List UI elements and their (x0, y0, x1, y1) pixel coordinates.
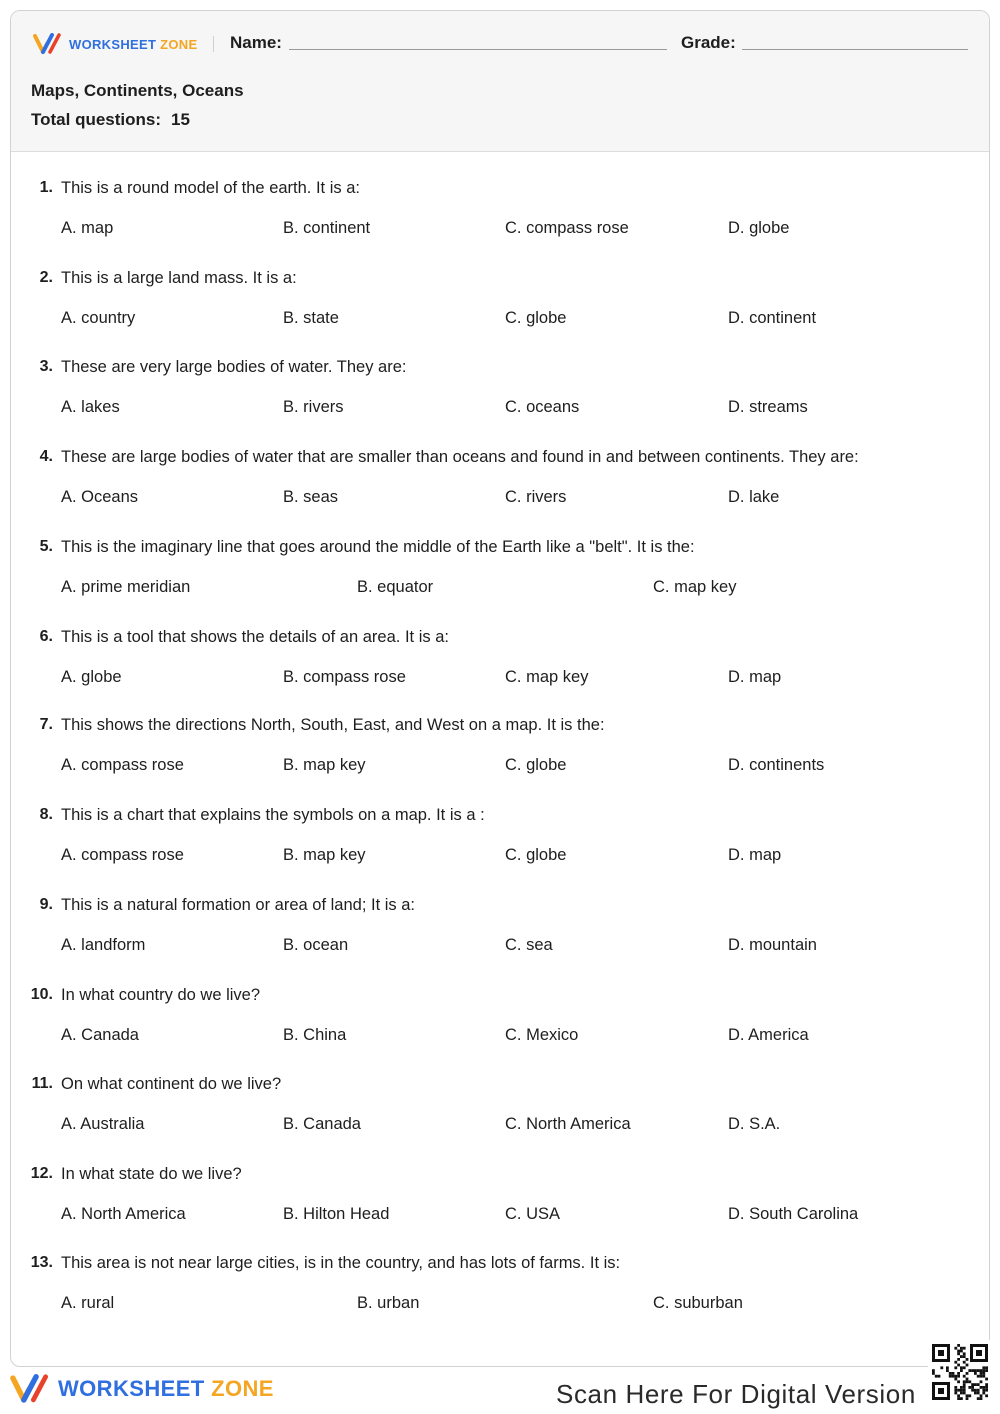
qr-module (968, 1380, 971, 1383)
question-text: On what continent do we live? (61, 1075, 282, 1093)
answer-option[interactable]: D. streams (728, 398, 808, 416)
qr-module (966, 1358, 969, 1361)
qr-module (946, 1366, 949, 1369)
answer-option[interactable]: B. state (283, 309, 339, 327)
answer-option[interactable]: A. compass rose (61, 756, 184, 774)
qr-module (963, 1386, 966, 1389)
qr-module (980, 1394, 983, 1397)
qr-module (952, 1375, 955, 1378)
qr-module (960, 1355, 963, 1358)
question-text: This is a tool that shows the details of an area. It is a: (61, 628, 449, 646)
header-divider (213, 36, 214, 52)
footer-brand-logo (10, 1374, 274, 1404)
qr-module (949, 1375, 952, 1378)
answer-option[interactable]: A. Australia (61, 1115, 145, 1133)
qr-module (960, 1389, 963, 1392)
answer-option[interactable]: B. Canada (283, 1115, 361, 1133)
name-field[interactable] (289, 49, 667, 50)
qr-module (960, 1366, 963, 1369)
question-text: This is a large land mass. It is a: (61, 269, 297, 287)
answer-option[interactable]: C. North America (505, 1115, 631, 1133)
qr-module (960, 1347, 963, 1350)
worksheet-page (10, 10, 990, 1367)
qr-module (963, 1375, 966, 1378)
question-number: 12. (30, 1165, 53, 1182)
qr-module (957, 1397, 960, 1400)
qr-module (982, 1389, 985, 1392)
question-number: 4. (39, 448, 53, 465)
answer-option[interactable]: D. map (728, 846, 782, 864)
qr-module (980, 1372, 983, 1375)
qr-module (963, 1380, 966, 1383)
scan-here-text: Scan Here For Digital Version (556, 1379, 916, 1409)
grade-field[interactable] (742, 49, 968, 50)
answer-option[interactable]: A. Canada (61, 1026, 139, 1044)
answer-option[interactable]: C. globe (505, 309, 567, 327)
question-text: This is the imaginary line that goes around the middle of the Earth like a "belt". It is the: (61, 538, 695, 556)
answer-option[interactable]: B. urban (357, 1294, 420, 1312)
qr-module (974, 1372, 977, 1375)
qr-module (957, 1358, 960, 1361)
qr-module (940, 1366, 943, 1369)
question-number: 9. (39, 896, 53, 913)
qr-module (977, 1389, 980, 1392)
qr-module (974, 1392, 977, 1395)
qr-module (977, 1383, 980, 1386)
answer-option[interactable]: A. country (61, 309, 136, 327)
qr-module (935, 1375, 938, 1378)
question-text: In what state do we live? (61, 1165, 242, 1183)
qr-module (985, 1389, 988, 1392)
footer-brand-part-2: ZONE (211, 1376, 274, 1401)
question-text: This is a round model of the earth. It is a: (61, 179, 360, 197)
qr-module (968, 1369, 971, 1372)
grade-label: Grade: (681, 33, 736, 52)
worksheet-title: Maps, Continents, Oceans (31, 81, 244, 100)
footer-brand-name (58, 1376, 274, 1402)
qr-module (957, 1375, 960, 1378)
qr-module (960, 1350, 963, 1353)
qr-module (971, 1389, 974, 1392)
answer-option[interactable]: B. map key (283, 756, 366, 774)
qr-module (963, 1361, 966, 1364)
qr-module (960, 1397, 963, 1400)
question-number: 6. (39, 628, 53, 645)
qr-module (982, 1372, 985, 1375)
qr-module (982, 1386, 985, 1389)
qr-module (966, 1372, 969, 1375)
footer-brand-part-1: WORKSHEET (58, 1376, 205, 1401)
brand-name (69, 37, 197, 52)
qr-module (946, 1369, 949, 1372)
qr-module (963, 1352, 966, 1355)
qr-module (957, 1352, 960, 1355)
qr-module (963, 1366, 966, 1369)
question-number: 2. (39, 269, 53, 286)
qr-module (982, 1392, 985, 1395)
qr-module (932, 1372, 935, 1375)
qr-module (974, 1383, 977, 1386)
answer-option[interactable]: A. North America (61, 1205, 186, 1223)
qr-module (985, 1369, 988, 1372)
answer-option[interactable]: B. China (283, 1026, 347, 1044)
qr-module (954, 1361, 957, 1364)
question-text: This area is not near large cities, is in the country, and has lots of farms. It is: (61, 1254, 621, 1272)
worksheet-header (11, 11, 989, 152)
question-number: 10. (30, 986, 53, 1003)
worksheet-zone-v-icon (10, 1374, 54, 1404)
name-label: Name: (230, 33, 282, 52)
qr-finder-core (938, 1388, 944, 1394)
qr-module (960, 1392, 963, 1395)
qr-module (957, 1394, 960, 1397)
answer-option[interactable]: A. rural (61, 1294, 115, 1312)
answer-option[interactable]: C. rivers (505, 488, 567, 506)
qr-module (968, 1386, 971, 1389)
qr-module (957, 1372, 960, 1375)
answer-option[interactable]: C. globe (505, 756, 567, 774)
answer-option[interactable]: B. map key (283, 846, 366, 864)
qr-module (932, 1369, 935, 1372)
worksheet-zone-v-icon (33, 33, 65, 55)
answer-option[interactable]: A. Oceans (61, 488, 139, 506)
qr-module (966, 1364, 969, 1367)
qr-module (982, 1366, 985, 1369)
answer-option[interactable]: C. map key (505, 668, 589, 686)
qr-module (968, 1394, 971, 1397)
brand-part-2: ZONE (160, 36, 198, 52)
qr-module (966, 1397, 969, 1400)
total-questions-value: 15 (171, 110, 190, 129)
qr-module (977, 1369, 980, 1372)
question-number: 5. (39, 538, 53, 555)
qr-module (963, 1355, 966, 1358)
answer-option[interactable]: B. equator (357, 578, 434, 596)
qr-module (985, 1383, 988, 1386)
answer-option[interactable]: D. map (728, 668, 782, 686)
brand-part-1: WORKSHEET (69, 36, 157, 52)
question-number: 11. (31, 1075, 53, 1092)
qr-module (980, 1386, 983, 1389)
question-number: 13. (30, 1254, 53, 1271)
qr-module (957, 1344, 960, 1347)
answer-option[interactable]: A. map (61, 219, 114, 237)
qr-module (954, 1375, 957, 1378)
qr-module (966, 1394, 969, 1397)
answer-option[interactable]: C. suburban (653, 1294, 743, 1312)
answer-option[interactable]: A. globe (61, 668, 122, 686)
answer-option[interactable]: B. compass rose (283, 668, 406, 686)
qr-module (977, 1392, 980, 1395)
qr-module (971, 1369, 974, 1372)
qr-module (954, 1366, 957, 1369)
answer-option[interactable]: B. Hilton Head (283, 1205, 390, 1223)
answer-option[interactable]: B. ocean (283, 936, 349, 954)
qr-module (960, 1386, 963, 1389)
qr-module (966, 1380, 969, 1383)
answer-option[interactable]: B. seas (283, 488, 339, 506)
question-text: These are very large bodies of water. They are: (61, 358, 407, 376)
qr-module (963, 1389, 966, 1392)
qr-module (957, 1389, 960, 1392)
qr-module (954, 1392, 957, 1395)
qr-module (957, 1364, 960, 1367)
answer-option[interactable]: D. South Carolina (728, 1205, 859, 1223)
question-text: These are large bodies of water that are smaller than oceans and found in and between continents. They are: (61, 448, 859, 466)
answer-option[interactable]: A. landform (61, 936, 146, 954)
total-questions-label: Total questions: (31, 110, 162, 129)
answer-option[interactable]: B. rivers (283, 398, 344, 416)
qr-module (974, 1389, 977, 1392)
qr-module (980, 1369, 983, 1372)
question-text: This is a chart that explains the symbols on a map. It is a : (61, 806, 485, 824)
qr-module (985, 1366, 988, 1369)
answer-option[interactable]: C. sea (505, 936, 553, 954)
page-footer (0, 1366, 1000, 1414)
qr-module (954, 1386, 957, 1389)
answer-option[interactable]: A. compass rose (61, 846, 184, 864)
qr-module (957, 1380, 960, 1383)
question-text: In what country do we live? (61, 986, 261, 1004)
qr-module (980, 1375, 983, 1378)
qr-module (949, 1372, 952, 1375)
qr-module (960, 1369, 963, 1372)
answer-option[interactable]: D. globe (728, 219, 790, 237)
question-number: 8. (39, 806, 53, 823)
answer-option[interactable]: C. globe (505, 846, 567, 864)
answer-option[interactable]: D. S.A. (728, 1115, 781, 1133)
qr-module (963, 1383, 966, 1386)
question-text: This is a natural formation or area of land; It is a: (61, 896, 416, 914)
qr-module (963, 1392, 966, 1395)
qr-finder-core (938, 1350, 944, 1356)
qr-code-icon[interactable] (928, 1340, 992, 1404)
qr-module (982, 1369, 985, 1372)
brand-logo (33, 33, 197, 55)
answer-option[interactable]: D. lake (728, 488, 780, 506)
qr-finder-core (976, 1350, 982, 1356)
answer-option[interactable]: B. continent (283, 219, 371, 237)
qr-module (977, 1397, 980, 1400)
qr-module (963, 1347, 966, 1350)
qr-module (954, 1347, 957, 1350)
answer-option[interactable]: A. prime meridian (61, 578, 191, 596)
question-number: 3. (39, 358, 53, 375)
qr-module (985, 1386, 988, 1389)
qr-module (977, 1375, 980, 1378)
total-questions (31, 110, 190, 130)
qr-module (980, 1397, 983, 1400)
answer-option[interactable]: C. compass rose (505, 219, 629, 237)
answer-option[interactable]: C. map key (653, 578, 737, 596)
qr-module (966, 1378, 969, 1381)
question-number: 7. (39, 716, 53, 733)
qr-module (974, 1369, 977, 1372)
qr-module (954, 1389, 957, 1392)
qr-module (985, 1394, 988, 1397)
qr-module (957, 1350, 960, 1353)
answer-option[interactable]: A. lakes (61, 398, 120, 416)
question-text: This shows the directions North, South, East, and West on a map. It is the: (61, 716, 605, 734)
qr-module (980, 1380, 983, 1383)
qr-module (971, 1383, 974, 1386)
answer-option[interactable]: C. oceans (505, 398, 580, 416)
answer-option[interactable]: D. mountain (728, 936, 817, 954)
qr-module (982, 1375, 985, 1378)
qr-module (954, 1378, 957, 1381)
qr-module (938, 1375, 941, 1378)
answer-option[interactable]: D. continent (728, 309, 817, 327)
answer-option[interactable]: D. America (728, 1026, 809, 1044)
qr-module (985, 1378, 988, 1381)
answer-option[interactable]: C. Mexico (505, 1026, 579, 1044)
answer-option[interactable]: C. USA (505, 1205, 561, 1223)
question-number: 1. (39, 179, 53, 196)
answer-option[interactable]: D. continents (728, 756, 825, 774)
qr-module (971, 1386, 974, 1389)
qr-module (952, 1372, 955, 1375)
